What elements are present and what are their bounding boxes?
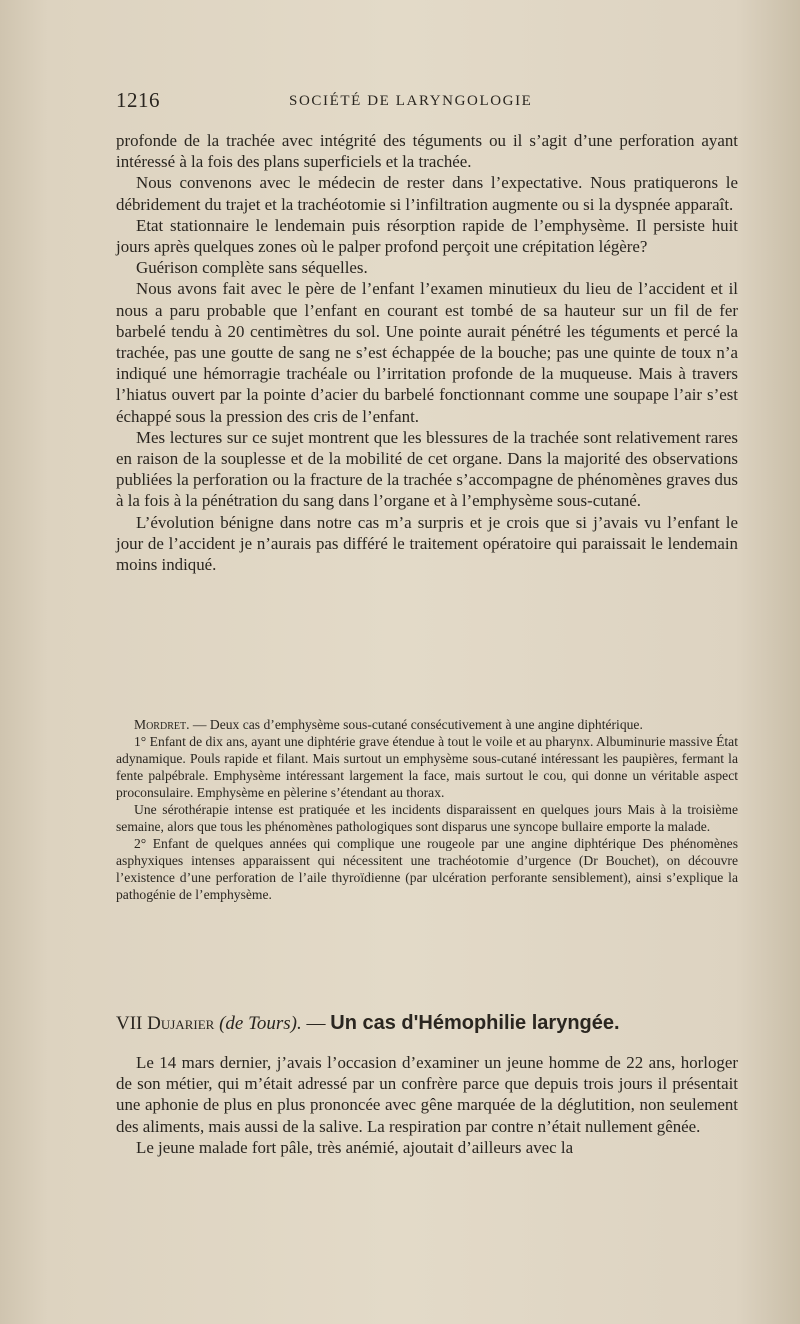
section-text [116,1052,738,1158]
paragraph: Mes lectures sur ce sujet montrent que les blessures de la trachée sont relativement rares en raison de la souplesse et de la mobilité de cet organe. Dans la majorité des observations publiées la perforation ou la fracture de la trachée s’accompagne de phénomènes graves dus à la fois à la pénétration du sang dans l’organe et à l’emphysème sous-cutané. [116,427,738,511]
section-number: VII [116,1013,143,1034]
paragraph: Guérison complète sans séquelles. [136,258,368,278]
paragraph: profonde de la trachée avec intégrité des téguments ou il s’agit d’une perforation ayant intéressé à la fois des plans superficiels et la trachée. [116,131,738,172]
paragraph: Nous avons fait avec le père de l’enfant l’examen minutieux du lieu de l’accident et il nous a paru probable que l’enfant en courant est tombé de sa hauteur sur un fil de fer barbelé tendu à 20 centimètres du sol. Une pointe aurait pénétré les téguments et percé la trachée, pas une goutte de sang ne s’est échappée de la bouche; pas une quinte de toux n’a indiqué une hémorragie trachéale ou l’irritation profonde de la muqueuse. Mais à travers l’hiatus ouvert par la pointe d’acier du barbelé fonctionnant comme une soupape l’air s’est échappé sous la pression des cris de l’enfant. [116,279,738,426]
discussion-case: 1° Enfant de dix ans, ayant une diphtérie grave étendue à tout le voile et au pharynx. Albuminurie massive État adynamique. Pouls rapide et filant. Mais surtout un emphysème sous-cutané intéressant les paupières, fermant la fente palpébrale. Emphysème intéressant largement la face, mais surtout le cou, qui donne un véritable aspect proconsulaire. Emphysème en pèlerine s’étendant au thorax. [116,734,738,800]
page-number: 1216 [116,88,160,112]
paragraph: Nous convenons avec le médecin de rester dans l’expectative. Nous pratiquerons le débridement du trajet et la trachéotomie si l’infiltration augmente ou si la dyspnée apparaît. [116,173,738,214]
section-separator: — [301,1013,331,1034]
discussion-case: 2° Enfant de quelques années qui complique une rougeole par une angine diphtérique Des phénomènes asphyxiques intenses apparaissent qui nécessitent une trachéotomie d’urgence (Dr Bouchet), on découvre l’existence d’une perforation de l’aile thyroïdienne (par ulcération perforante sensiblement), ainsi s’explique la pathogénie de l’emphysème. [116,836,738,902]
section-author: Dujarier [147,1013,215,1034]
paragraph: Etat stationnaire le lendemain puis résorption rapide de l’emphysème. Il persiste huit jours après quelques zones où le palper profond perçoit une crépitation légère? [116,215,738,257]
section-title: Un cas d'Hémophilie laryngée. [330,1012,620,1034]
main-text [116,130,738,575]
paragraph: L’évolution bénigne dans notre cas m’a surpris et je crois que si j’avais vu l’enfant le jour de l’accident je n’aurais pas différé le traitement opératoire qui paraissait le lendemain moins indiqué. [116,512,738,575]
discussion-intro [116,716,738,733]
discussion-speaker: Mordret. [134,717,190,732]
discussion-case: Une sérothérapie intense est pratiquée et les incidents disparaissent en quelques jours Mais à la troisième semaine, alors que tous les phénomènes pathologiques sont disparus une syncope bullaire emporte la malade. [116,802,738,834]
section-place: (de Tours). [219,1013,302,1034]
paragraph: Le jeune malade fort pâle, très anémié, ajoutait d’ailleurs avec la [136,1137,574,1157]
section-heading [116,1012,756,1035]
running-head: SOCIÉTÉ DE LARYNGOLOGIE [289,93,533,109]
paragraph: Le 14 mars dernier, j’avais l’occasion d’examiner un jeune homme de 22 ans, horloger de son métier, qui m’était adressé par un confrère parce que depuis trois jours il présentait une aphonie de plus en plus prononcée avec gêne marquée de la déglutition, non seulement des aliments, mais aussi de la salive. La respiration par contre n’était nullement gênée. [116,1053,738,1136]
discussion-intro-text: — Deux cas d’emphysème sous-cutané consécutivement à une angine diphtérique. [189,717,643,732]
page-header [116,88,738,118]
discussion-note [116,716,738,903]
